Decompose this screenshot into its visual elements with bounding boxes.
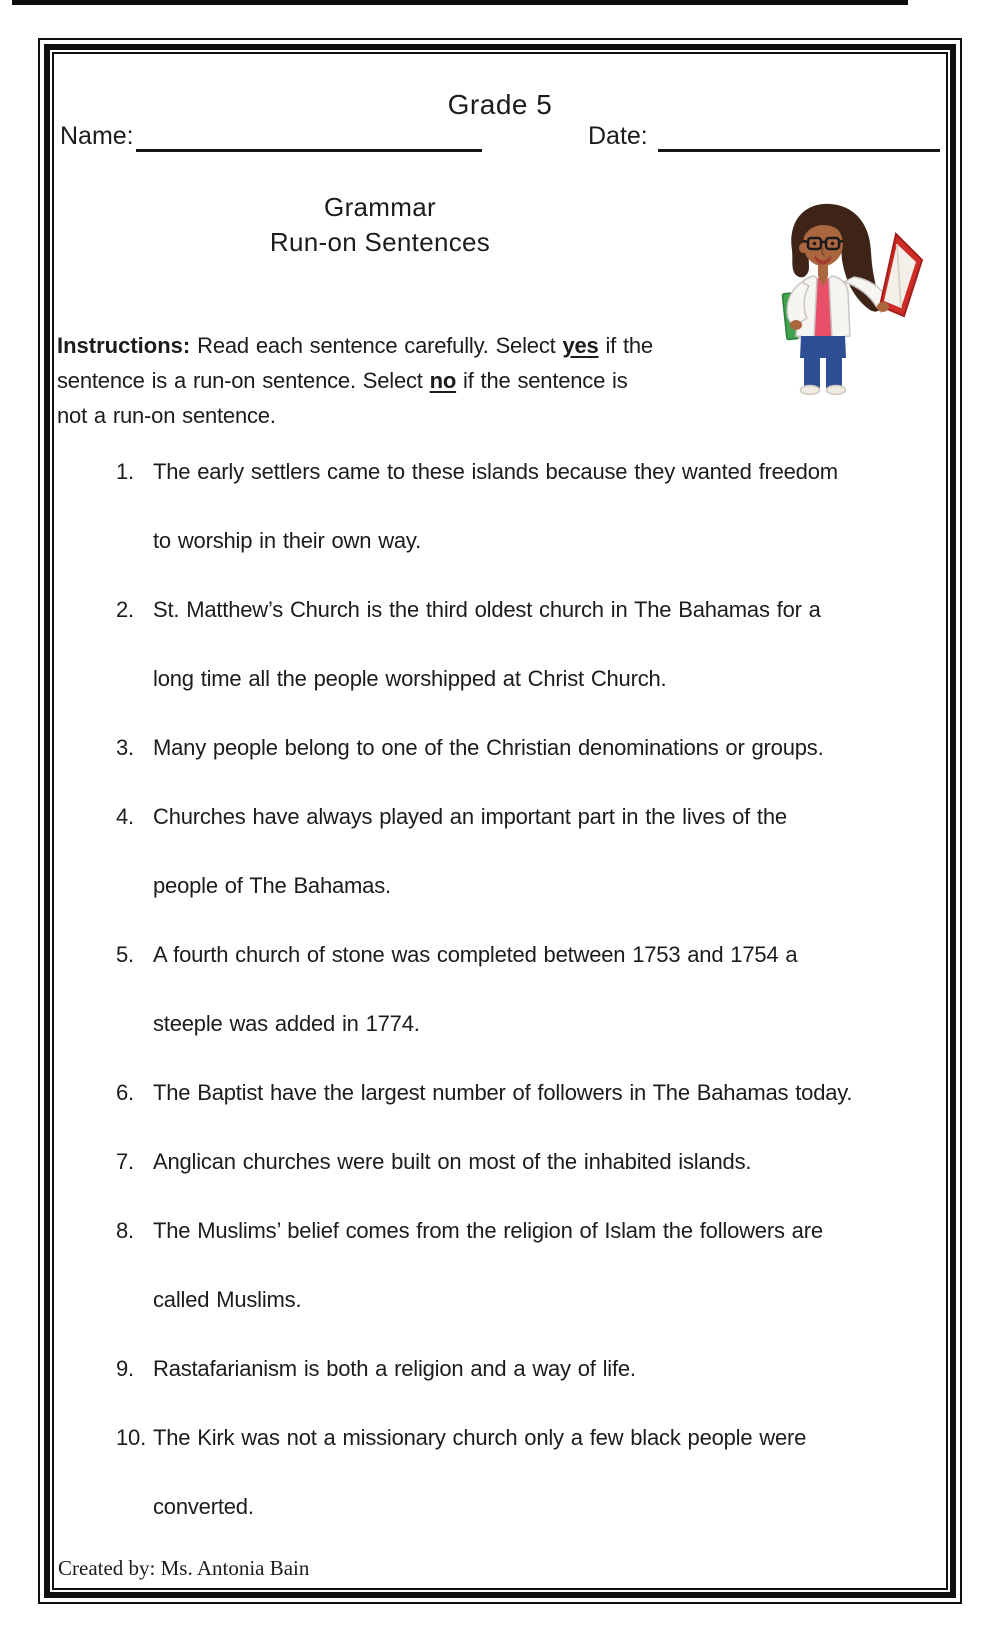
sentence-line-continuation bbox=[116, 1472, 956, 1541]
sentence-number: 1. bbox=[116, 459, 134, 484]
sentence-item bbox=[116, 1403, 956, 1541]
teacher-pants-hip bbox=[800, 336, 846, 358]
instructions-text: sentence is a run-on sentence. Select bbox=[57, 368, 430, 393]
teacher-right-hand bbox=[877, 302, 889, 312]
jacket-right-panel bbox=[829, 276, 850, 338]
sentence-line bbox=[116, 713, 956, 782]
teacher-eye-right bbox=[831, 242, 835, 246]
sentence-line bbox=[116, 437, 956, 506]
sentence-line bbox=[116, 920, 956, 989]
sentence-number: 8. bbox=[116, 1218, 134, 1243]
sentence-item bbox=[116, 1196, 956, 1334]
sentence-text: Anglican churches were built on most of the inhabited islands. bbox=[153, 1149, 752, 1174]
instructions-line-1 bbox=[57, 328, 757, 363]
sentence-number: 7. bbox=[116, 1149, 134, 1174]
sentence-item bbox=[116, 437, 956, 575]
instructions-text: if the sentence is bbox=[456, 368, 628, 393]
sentence-item bbox=[116, 1058, 956, 1127]
sentence-line-continuation bbox=[116, 644, 956, 713]
topic-title: Run-on Sentences bbox=[269, 227, 491, 257]
sentence-item bbox=[116, 782, 956, 920]
date-label: Date: bbox=[588, 122, 648, 150]
teacher-eye-left bbox=[813, 242, 817, 246]
worksheet-subtitle bbox=[130, 190, 630, 260]
sentence-number: 10. bbox=[116, 1425, 146, 1450]
sentence-text: The Muslims’ belief comes from the religion of Islam the followers are bbox=[153, 1218, 823, 1243]
date-blank-line[interactable] bbox=[658, 149, 940, 152]
instructions-line-2 bbox=[57, 363, 757, 398]
sentence-text: The early settlers came to these islands because they wanted freedom bbox=[153, 459, 838, 484]
sentence-line bbox=[116, 1334, 956, 1403]
sentence-text: Many people belong to one of the Christian denominations or groups. bbox=[153, 735, 824, 760]
sentence-text: to worship in their own way. bbox=[153, 528, 421, 553]
sentence-item bbox=[116, 1127, 956, 1196]
sentence-line bbox=[116, 1127, 956, 1196]
instructions-text: not a run-on sentence. bbox=[57, 403, 276, 428]
page-title: Grade 5 bbox=[447, 89, 553, 120]
teacher-shoe-right bbox=[827, 386, 846, 395]
sentence-line bbox=[116, 1196, 956, 1265]
instructions-block bbox=[57, 328, 757, 433]
sentence-item bbox=[116, 1334, 956, 1403]
sentence-text: steeple was added in 1774. bbox=[153, 1011, 420, 1036]
sentence-text: people of The Bahamas. bbox=[153, 873, 391, 898]
teacher-left-hand bbox=[790, 320, 802, 330]
sentence-line-continuation bbox=[116, 1265, 956, 1334]
sentence-line bbox=[116, 1403, 956, 1472]
footer-credit: Created by: Ms. Antonia Bain bbox=[58, 1556, 310, 1580]
sentence-text: Rastafarianism is both a religion and a way of life. bbox=[153, 1356, 636, 1381]
teacher-shoe-left bbox=[801, 386, 820, 395]
instructions-line-3 bbox=[57, 398, 757, 433]
name-blank-line[interactable] bbox=[136, 149, 482, 152]
sentence-text: called Muslims. bbox=[153, 1287, 302, 1312]
instructions-label: Instructions: bbox=[57, 333, 191, 358]
sentence-text: long time all the people worshipped at Christ Church. bbox=[153, 666, 667, 691]
keyword-no: no bbox=[429, 368, 457, 393]
sentence-text: Churches have always played an important part in the lives of the bbox=[153, 804, 787, 829]
sentence-number: 4. bbox=[116, 804, 134, 829]
sentence-number: 2. bbox=[116, 597, 134, 622]
sentence-item bbox=[116, 713, 956, 782]
instructions-text: if the bbox=[598, 333, 653, 358]
sentence-text: The Kirk was not a missionary church only a few black people were bbox=[153, 1425, 807, 1450]
instructions-text: Read each sentence carefully. Select bbox=[190, 333, 563, 358]
sentences-list bbox=[116, 437, 956, 1541]
sentence-line-continuation bbox=[116, 851, 956, 920]
sentence-number: 3. bbox=[116, 735, 134, 760]
sentence-line-continuation bbox=[116, 989, 956, 1058]
name-label: Name: bbox=[60, 122, 134, 150]
sentence-item bbox=[116, 575, 956, 713]
sentence-text: The Baptist have the largest number of followers in The Bahamas today. bbox=[153, 1080, 853, 1105]
sentence-line bbox=[116, 575, 956, 644]
sentence-number: 5. bbox=[116, 942, 134, 967]
sentence-item bbox=[116, 920, 956, 1058]
keyword-yes: yes bbox=[562, 333, 599, 358]
sentence-number: 9. bbox=[116, 1356, 134, 1381]
scan-edge-bar bbox=[12, 0, 908, 5]
sentence-text: St. Matthew’s Church is the third oldest church in The Bahamas for a bbox=[153, 597, 821, 622]
sentence-line bbox=[116, 1058, 956, 1127]
teacher-with-books-clipart bbox=[780, 200, 925, 395]
sentence-line-continuation bbox=[116, 506, 956, 575]
sentence-line bbox=[116, 782, 956, 851]
sentence-number: 6. bbox=[116, 1080, 134, 1105]
subject-title: Grammar bbox=[324, 192, 436, 222]
sentence-text: converted. bbox=[153, 1494, 254, 1519]
sentence-text: A fourth church of stone was completed between 1753 and 1754 a bbox=[153, 942, 798, 967]
